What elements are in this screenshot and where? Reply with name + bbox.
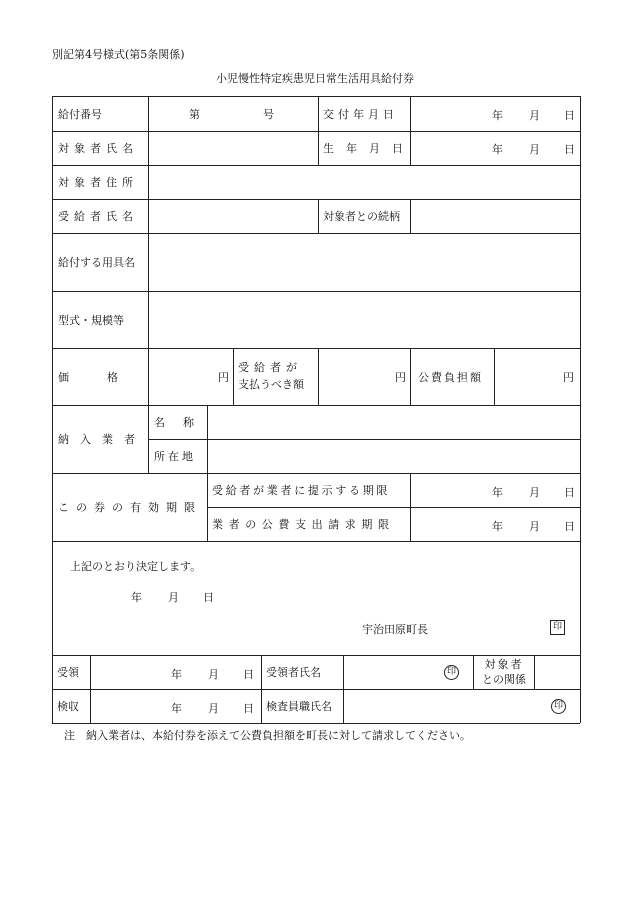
month-label: 月 xyxy=(208,702,219,715)
inspector-seal-icon: 印 xyxy=(551,699,566,714)
price-label xyxy=(58,348,156,405)
year-label: 年 xyxy=(492,143,503,156)
year-label: 年 xyxy=(492,520,503,533)
form-title: 小児慢性特定疾患児日常生活用具給付券 xyxy=(216,72,414,85)
payable-line1: 受給者が xyxy=(238,361,302,374)
month-label: 月 xyxy=(529,143,540,156)
month-label: 月 xyxy=(529,520,540,533)
present-deadline-field[interactable] xyxy=(492,484,575,500)
kofu-date-field[interactable] xyxy=(492,107,575,123)
jukyusha-name-label: 受給者氏名 xyxy=(58,210,138,223)
present-deadline-label: 受給者が業者に提示する期限 xyxy=(212,484,391,497)
kofu-date-label: 交付年月日 xyxy=(323,107,398,121)
year-label: 年 xyxy=(171,668,182,681)
birth-date-field[interactable] xyxy=(492,141,575,157)
relation-line2: との関係 xyxy=(482,673,526,686)
footer-note: 注 納入業者は、本給付券を添えて公費負担額を町長に対して請求してください。 xyxy=(64,729,471,742)
inspection-date-field[interactable] xyxy=(171,700,254,716)
taishosha-name-label: 対象者氏名 xyxy=(58,142,138,155)
form-number: 別記第4号様式(第5条関係) xyxy=(52,48,185,61)
public-burden-label: 公費負担額 xyxy=(418,370,483,384)
decision-date[interactable] xyxy=(131,589,214,605)
claim-deadline-field[interactable] xyxy=(492,518,575,534)
kyufu-bango-label xyxy=(58,96,142,131)
day-label: 日 xyxy=(564,143,575,156)
receiver-seal-icon: 印 xyxy=(444,665,459,680)
price-text: 価格 xyxy=(58,370,156,384)
day-label: 日 xyxy=(203,591,214,604)
model-label: 型式・規模等 xyxy=(58,313,124,327)
day-label: 日 xyxy=(564,109,575,122)
year-label: 年 xyxy=(492,486,503,499)
decision-text: 上記のとおり決定します。 xyxy=(70,560,202,573)
year-label: 年 xyxy=(492,109,503,122)
taishosha-address-label: 対象者住所 xyxy=(58,176,138,189)
public-burden-yen: 円 xyxy=(563,370,574,384)
day-label: 日 xyxy=(243,668,254,681)
relation-short-label xyxy=(478,657,530,687)
mayor-seal-icon: 印 xyxy=(550,620,565,635)
receiver-name-label: 受領者氏名 xyxy=(266,666,321,679)
payable-yen: 円 xyxy=(395,370,406,384)
inspection-label: 検収 xyxy=(57,700,79,713)
price-yen: 円 xyxy=(218,370,229,384)
year-label: 年 xyxy=(131,591,142,604)
day-label: 日 xyxy=(243,702,254,715)
relation-label: 対象者との続柄 xyxy=(323,210,400,223)
day-label: 日 xyxy=(564,520,575,533)
item-name-label: 給付する用具名 xyxy=(58,256,135,269)
vendor-name-label: 名称 xyxy=(154,416,212,429)
day-label: 日 xyxy=(564,486,575,499)
month-label: 月 xyxy=(529,109,540,122)
dai-label: 第 xyxy=(189,107,200,121)
payable-line2: 支払うべき額 xyxy=(238,378,304,391)
claim-deadline-label: 業者の公費支出請求期限 xyxy=(212,518,395,531)
vendor-label: 納入業者 xyxy=(58,433,146,446)
payable-label xyxy=(238,359,304,393)
vendor-address-label: 所在地 xyxy=(154,450,196,463)
receipt-date-field[interactable] xyxy=(171,666,254,682)
receipt-label: 受領 xyxy=(57,666,79,679)
kyufu-bango-text: 給付番号 xyxy=(58,107,102,121)
year-label: 年 xyxy=(171,702,182,715)
go-label: 号 xyxy=(263,107,274,121)
relation-line1: 対象者 xyxy=(484,658,524,671)
month-label: 月 xyxy=(208,668,219,681)
birth-date-label: 生年月日 xyxy=(323,142,415,155)
month-label: 月 xyxy=(529,486,540,499)
month-label: 月 xyxy=(168,591,179,604)
inspector-name-label: 検査員職氏名 xyxy=(266,700,332,713)
mayor-label: 宇治田原町長 xyxy=(362,623,428,636)
validity-label: この券の有効期限 xyxy=(58,501,202,514)
